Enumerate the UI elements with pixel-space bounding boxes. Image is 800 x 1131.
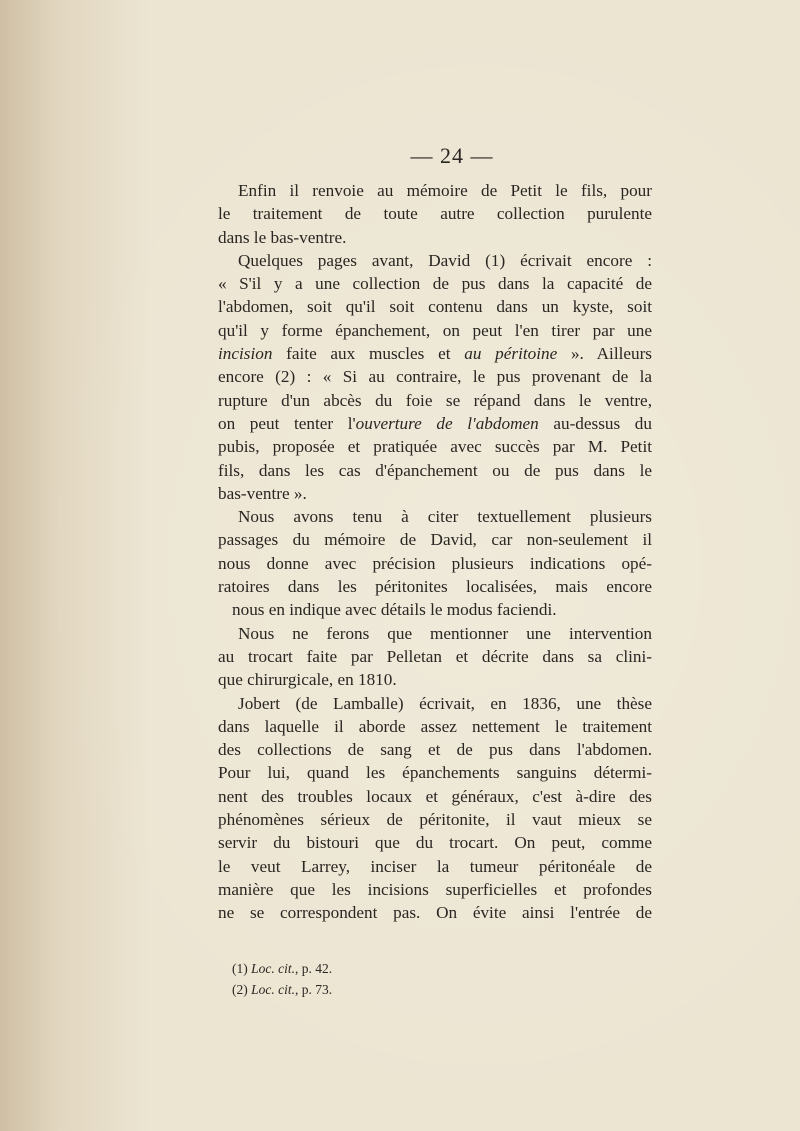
text-line: au trocart faite par Pelletan et décrite dans sa clini- [218, 646, 652, 666]
paragraph [218, 179, 652, 249]
text-line: ratoires dans les péritonites localisées, mais encore [218, 577, 652, 597]
text-line: le traitement de toute autre collection purulente [218, 204, 652, 224]
text-line: qu'il y forme épanchement, on peut l'en tirer par une [218, 320, 652, 340]
text-line: servir du bistouri que du trocart. On peut, comme [218, 833, 652, 853]
footnote [232, 958, 332, 979]
text-line: le veut Larrey, inciser la tumeur péritonéale de [218, 856, 652, 876]
paragraph [218, 692, 652, 925]
page-number: — 24 — [410, 143, 494, 168]
text-line: « S'il y a une collection de pus dans la capacité de [218, 274, 652, 294]
italic-text: incision [218, 344, 273, 364]
text-line: Nous avons tenu à citer textuellement plusieurs [238, 507, 652, 527]
text-segment: faite aux muscles et [272, 344, 465, 364]
text-segment: au-dessus du [538, 413, 652, 433]
text-line: Quelques pages avant, David (1) écrivait encore : [238, 250, 652, 270]
text-line: Pour lui, quand les épanchements sanguins détermi- [218, 763, 652, 783]
text-line: pubis, proposée et pratiquée avec succès par M. Petit [218, 437, 652, 457]
text-segment: ». Ailleurs [557, 344, 652, 364]
text-line: ne se correspondent pas. On évite ainsi l'entrée de [218, 903, 652, 923]
text-line: fils, dans les cas d'épanchement ou de pus dans le [218, 460, 652, 480]
text-line [218, 412, 652, 435]
text-line: Nous ne ferons que mentionner une intervention [238, 623, 652, 643]
text-line: passages du mémoire de David, car non-seulement il [218, 530, 652, 550]
text-line: phénomènes sérieux de péritonite, il vaut mieux se [218, 810, 652, 830]
text-segment: on peut tenter l' [218, 413, 356, 433]
italic-text: ouverture de l'abdomen [355, 413, 539, 433]
text-line: manière que les incisions superficielles et profondes [218, 879, 652, 899]
paragraph [218, 622, 652, 692]
paragraphs [218, 179, 652, 925]
text-line: nous donne avec précision plusieurs indications opé- [218, 553, 652, 573]
paragraph [218, 505, 652, 621]
footnote-reference: Loc. cit. [251, 982, 295, 997]
text-line: rupture d'un abcès du foie se répand dans le ventre, [218, 390, 652, 410]
text-line [218, 342, 652, 365]
text-line: Enfin il renvoie au mémoire de Petit le fils, pour [238, 181, 652, 200]
text-line: encore (2) : « Si au contraire, le pus provenant de la [218, 367, 652, 387]
text-line: nent des troubles locaux et généraux, c'est à-dire des [218, 786, 652, 806]
italic-text: au péritoine [464, 344, 558, 364]
footnotes [232, 958, 332, 1000]
footnote-marker: (2) [232, 982, 248, 997]
footnote [232, 979, 332, 1000]
page-body [218, 143, 652, 925]
footnote-reference: Loc. cit. [251, 961, 295, 976]
footnote-marker: (1) [232, 961, 248, 976]
text-line: l'abdomen, soit qu'il soit contenu dans un kyste, soit [218, 297, 652, 317]
text-line: Jobert (de Lamballe) écrivait, en 1836, une thèse [238, 693, 652, 713]
text-line: dans le bas-ventre. [218, 227, 347, 247]
text-line: bas-ventre ». [218, 483, 307, 503]
paragraph [218, 249, 652, 505]
footnote-page: , p. 73. [295, 982, 333, 997]
text-line: nous en indique avec détails le modus faciendi. [232, 600, 557, 620]
text-line: dans laquelle il aborde assez nettement le traitement [218, 716, 652, 736]
text-line: que chirurgicale, en 1810. [218, 670, 397, 690]
text-line: des collections de sang et de pus dans l'abdomen. [218, 740, 652, 760]
footnote-page: , p. 42. [295, 961, 333, 976]
